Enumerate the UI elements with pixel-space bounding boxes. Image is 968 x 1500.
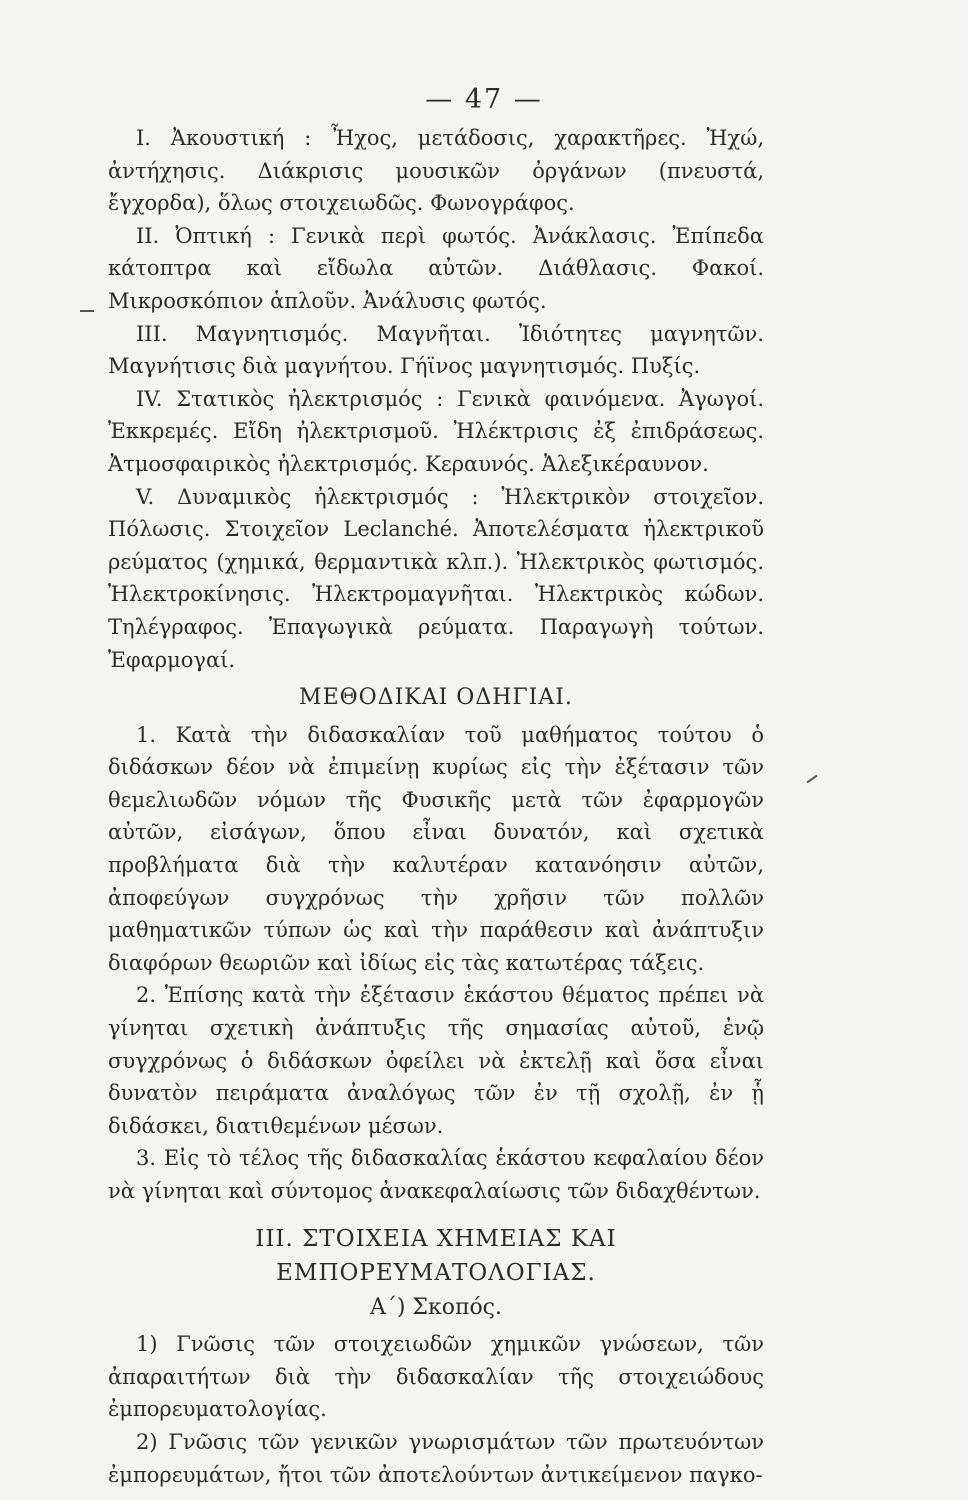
purpose-1: 1) Γνῶσις τῶν στοιχειωδῶν χημικῶν γνώσεων, τῶν ἀπαραιτήτων διὰ τὴν διδασκαλίαν τῆς στοιχειώδους ἐμπορευματολογίας.: [108, 1332, 764, 1422]
margin-mark: [80, 310, 94, 312]
margin-mark: [807, 775, 818, 784]
methodical-instructions-heading: ΜΕΘΟΔΙΚΑΙ ΟΔΗΓΙΑΙ.: [299, 685, 573, 711]
paragraph-dynamic-electricity: V. Δυναμικὸς ἠλεκτρισμός : Ἠλεκτρικὸν στοιχεῖον. Πόλωσις. Στοιχεῖον Leclanché. Ἀποτελέσματα ἠλεκτρικοῦ ρεύματος (χημικά, θερμαντικὰ κλπ.). Ἠλεκτρικὸς φωτισμός. Ἠλεκτροκίνησις. Ἠλεκτρομαγνῆται. Ἠλεκτρικὸς κώδων. Τηλέγραφος. Ἐπαγωγικὰ ρεύματα. Παραγωγὴ τούτων. Ἐφαρμογαί.: [108, 484, 764, 672]
paragraph-magnetism: III. Μαγνητισμός. Μαγνῆται. Ἰδιότητες μαγνητῶν. Μαγνήτισις διὰ μαγνήτου. Γήϊνος μαγνητισμός. Πυξίς.: [108, 321, 764, 379]
paragraph-optics: II. Ὀπτική : Γενικὰ περὶ φωτός. Ἀνάκλασις. Ἐπίπεδα κάτοπτρα καὶ εἴδωλα αὐτῶν. Διάθλασις. Φακοί. Μικροσκόπιον ἁπλοῦν. Ἀνάλυσις φωτός.: [108, 223, 764, 313]
section-title: III. ΣΤΟΙΧΕΙΑ ΧΗΜΕΙΑΣ ΚΑΙ ΕΜΠΟΡΕΥΜΑΤΟΛΟΓΙΑΣ.: [255, 1225, 617, 1286]
page-number: — 47 —: [425, 84, 543, 115]
purpose-2: 2) Γνῶσις τῶν γενικῶν γνωρισμάτων τῶν πρωτευόντων ἐμπορευμάτων, ἤτοι τῶν ἀποτελούντων ἀντικείμενον παγκο-: [108, 1429, 764, 1487]
paragraph-static-electricity: IV. Στατικὸς ἠλεκτρισμός : Γενικὰ φαινόμενα. Ἀγωγοί. Ἐκκρεμές. Εἴδη ἠλεκτρισμοῦ. Ἠλέκτρισις ἐξ ἐπιδράσεως. Ἀτμοσφαιρικὸς ἠλεκτρισμός. Κεραυνός. Ἀλεξικέραυνον.: [108, 386, 764, 476]
subheading-purpose: Α΄) Σκοπός.: [369, 1294, 503, 1320]
instruction-1: 1. Κατὰ τὴν διδασκαλίαν τοῦ μαθήματος τούτου ὁ διδάσκων δέον νὰ ἐπιμείνῃ κυρίως εἰς τὴν ἐξέτασιν τῶν θεμελιωδῶν νόμων τῆς Φυσικῆς μετὰ τῶν ἐφαρμογῶν αὐτῶν, εἰσάγων, ὅπου εἶναι δυνατόν, καὶ σχετικὰ προβλήματα διὰ τὴν καλυτέραν κατανόησιν αὐτῶν, ἀποφεύγων συγχρόνως τὴν χρῆσιν τῶν πολλῶν μαθηματικῶν τύπων ὡς καὶ τὴν παράθεσιν καὶ ἀνάπτυξιν διαφόρων θεωριῶν καὶ ἰδίως εἰς τὰς κατωτέρας τάξεις.: [108, 722, 764, 975]
instruction-2: 2. Ἐπίσης κατὰ τὴν ἐξέτασιν ἑκάστου θέματος πρέπει νὰ γίνηται σχετικὴ ἀνάπτυξις τῆς σημασίας αὐτοῦ, ἐνῷ συγχρόνως ὁ διδάσκων ὀφείλει νὰ ἐκτελῇ καὶ ὅσα εἶναι δυνατὸν πειράματα ἀναλόγως τῶν ἐν τῇ σχολῇ, ἐν ᾗ διδάσκει, διατιθεμένων μέσων.: [108, 983, 764, 1138]
paragraph-acoustics: I. Ἀκουστική : Ἦχος, μετάδοσις, χαρακτῆρες. Ἠχώ, ἀντήχησις. Διάκρισις μουσικῶν ὀργάνων (πνευστά, ἔγχορδα), ὅλως στοιχειωδῶς. Φωνογράφος.: [108, 126, 764, 216]
body-text: [108, 122, 764, 1491]
instruction-3: 3. Εἰς τὸ τέλος τῆς διδασκαλίας ἑκάστου κεφαλαίου δέον νὰ γίνηται καὶ σύντομος ἀνακεφαλαίωσις τῶν διδαχθέντων.: [108, 1146, 764, 1203]
